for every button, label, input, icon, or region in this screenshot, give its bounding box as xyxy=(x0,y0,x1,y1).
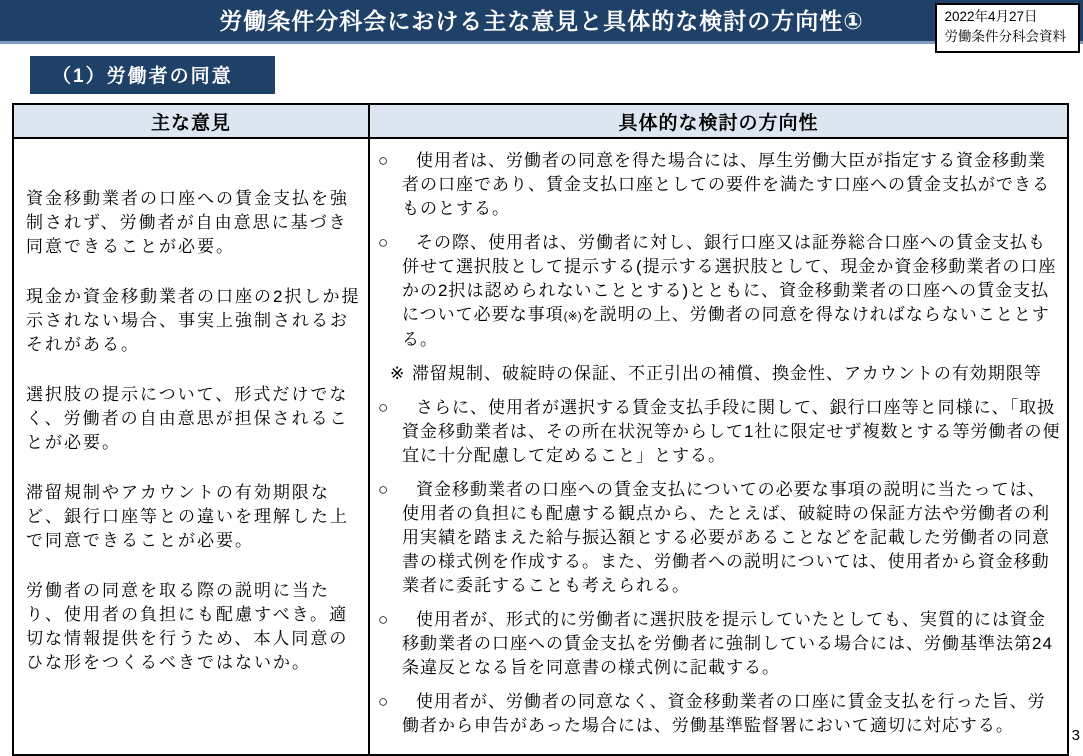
bullet-marker: ○ xyxy=(378,480,390,499)
note-reference: (※) xyxy=(563,309,582,323)
bullet-marker: ○ xyxy=(378,692,390,711)
direction-text-part: を説明の上、労働者の同意を得なければならないこととする。 xyxy=(402,305,1050,349)
note-marker: ※ xyxy=(390,364,406,383)
date-box xyxy=(935,3,1081,53)
direction-item xyxy=(378,478,1061,598)
page-title: 労働条件分科会における主な意見と具体的な検討の方向性① xyxy=(219,8,864,34)
direction-text: 使用者は、労働者の同意を得た場合には、厚生労働大臣が指定する資金移動業者の口座であり、賃金支払口座としての要件を満たす口座への賃金支払ができるものとする。 xyxy=(402,151,1050,218)
bullet-marker: ○ xyxy=(378,610,390,629)
page-number: 3 xyxy=(1071,727,1080,744)
source-line: 労働条件分科会資料 xyxy=(944,29,1066,45)
opinion-paragraph: 現金か資金移動業者の口座の2択しか提示されない場合、事実上強制されるおそれがある。 xyxy=(26,287,361,354)
direction-item xyxy=(378,690,1061,738)
opinion-paragraph: 資金移動業者の口座への賃金支払を強制されず、労働者が自由意思に基づき同意できることが必要。 xyxy=(26,189,349,256)
note-text: 滞留規制、破綻時の保証、不正引出の補償、換金性、アカウントの有効期限等 xyxy=(412,364,1042,383)
opinion-paragraph: 滞留規制やアカウントの有効期限など、銀行口座等との違いを理解した上で同意できることが必要。 xyxy=(26,483,349,550)
bullet-marker: ○ xyxy=(378,151,390,170)
direction-text: さらに、使用者が選択する賃金支払手段に関して、銀行口座等と同様に、「取扱資金移動業者は、その所在状況等からして1社に限定せず複数とする等労働者の便宜に十分配慮して定めること」とする。 xyxy=(402,398,1061,465)
opinion-paragraph: 選択肢の提示について、形式だけでなく、労働者の自由意思が担保されることが必要。 xyxy=(26,385,349,452)
direction-text: 使用者が、労働者の同意なく、資金移動業者の口座に賃金支払を行った旨、労働者から申告があった場合には、労働基準監督署において適切に対応する。 xyxy=(402,692,1046,735)
bullet-marker: ○ xyxy=(378,398,390,417)
header-banner xyxy=(0,0,1083,44)
directions-cell xyxy=(369,138,1068,755)
note-line xyxy=(378,362,1061,386)
column-header-directions: 具体的な検討の方向性 xyxy=(369,104,1068,138)
direction-item xyxy=(378,231,1061,352)
direction-item xyxy=(378,149,1061,221)
bullet-marker: ○ xyxy=(378,233,390,252)
opinions-cell xyxy=(13,138,369,755)
opinion-paragraph: 労働者の同意を取る際の説明に当たり、使用者の負担にも配慮すべき。適切な情報提供を行うため、本人同意のひな形をつくるべきではないか。 xyxy=(26,581,349,672)
direction-item xyxy=(378,608,1061,680)
direction-text-part: その際、使用者は、労働者に対し、銀行口座又は証券総合口座への賃金支払も併せて選択肢として提示する(提示する選択肢として、現金か資金移動業者の口座かの2択は認められないこととする)とともに、資金移動業者の口座への賃金支払について必要な事項 xyxy=(402,233,1057,324)
direction-item xyxy=(378,396,1061,468)
column-header-opinions: 主な意見 xyxy=(13,104,369,138)
direction-text xyxy=(402,231,1061,352)
section-label-box xyxy=(30,56,275,94)
opinions-directions-table xyxy=(12,103,1069,756)
section-label: （1）労働者の同意 xyxy=(52,66,233,87)
date-line: 2022年4月27日 xyxy=(944,9,1038,24)
direction-text: 資金移動業者の口座への賃金支払についての必要な事項の説明に当たっては、使用者の負担にも配慮する観点から、たとえば、破綻時の保証方法や労働者の利用実績を踏まえた給与振込額とする必要があることなどを記載した労働者の同意書の様式例を作成する。また、労働者への説明については、使用者から資金移動業者に委託することも考えられる。 xyxy=(402,480,1050,595)
direction-text: 使用者が、形式的に労働者に選択肢を提示していたとしても、実質的には資金移動業者の口座への賃金支払を労働者に強制している場合には、労働基準法第24条違反となる旨を同意書の様式例に記載する。 xyxy=(402,610,1053,677)
